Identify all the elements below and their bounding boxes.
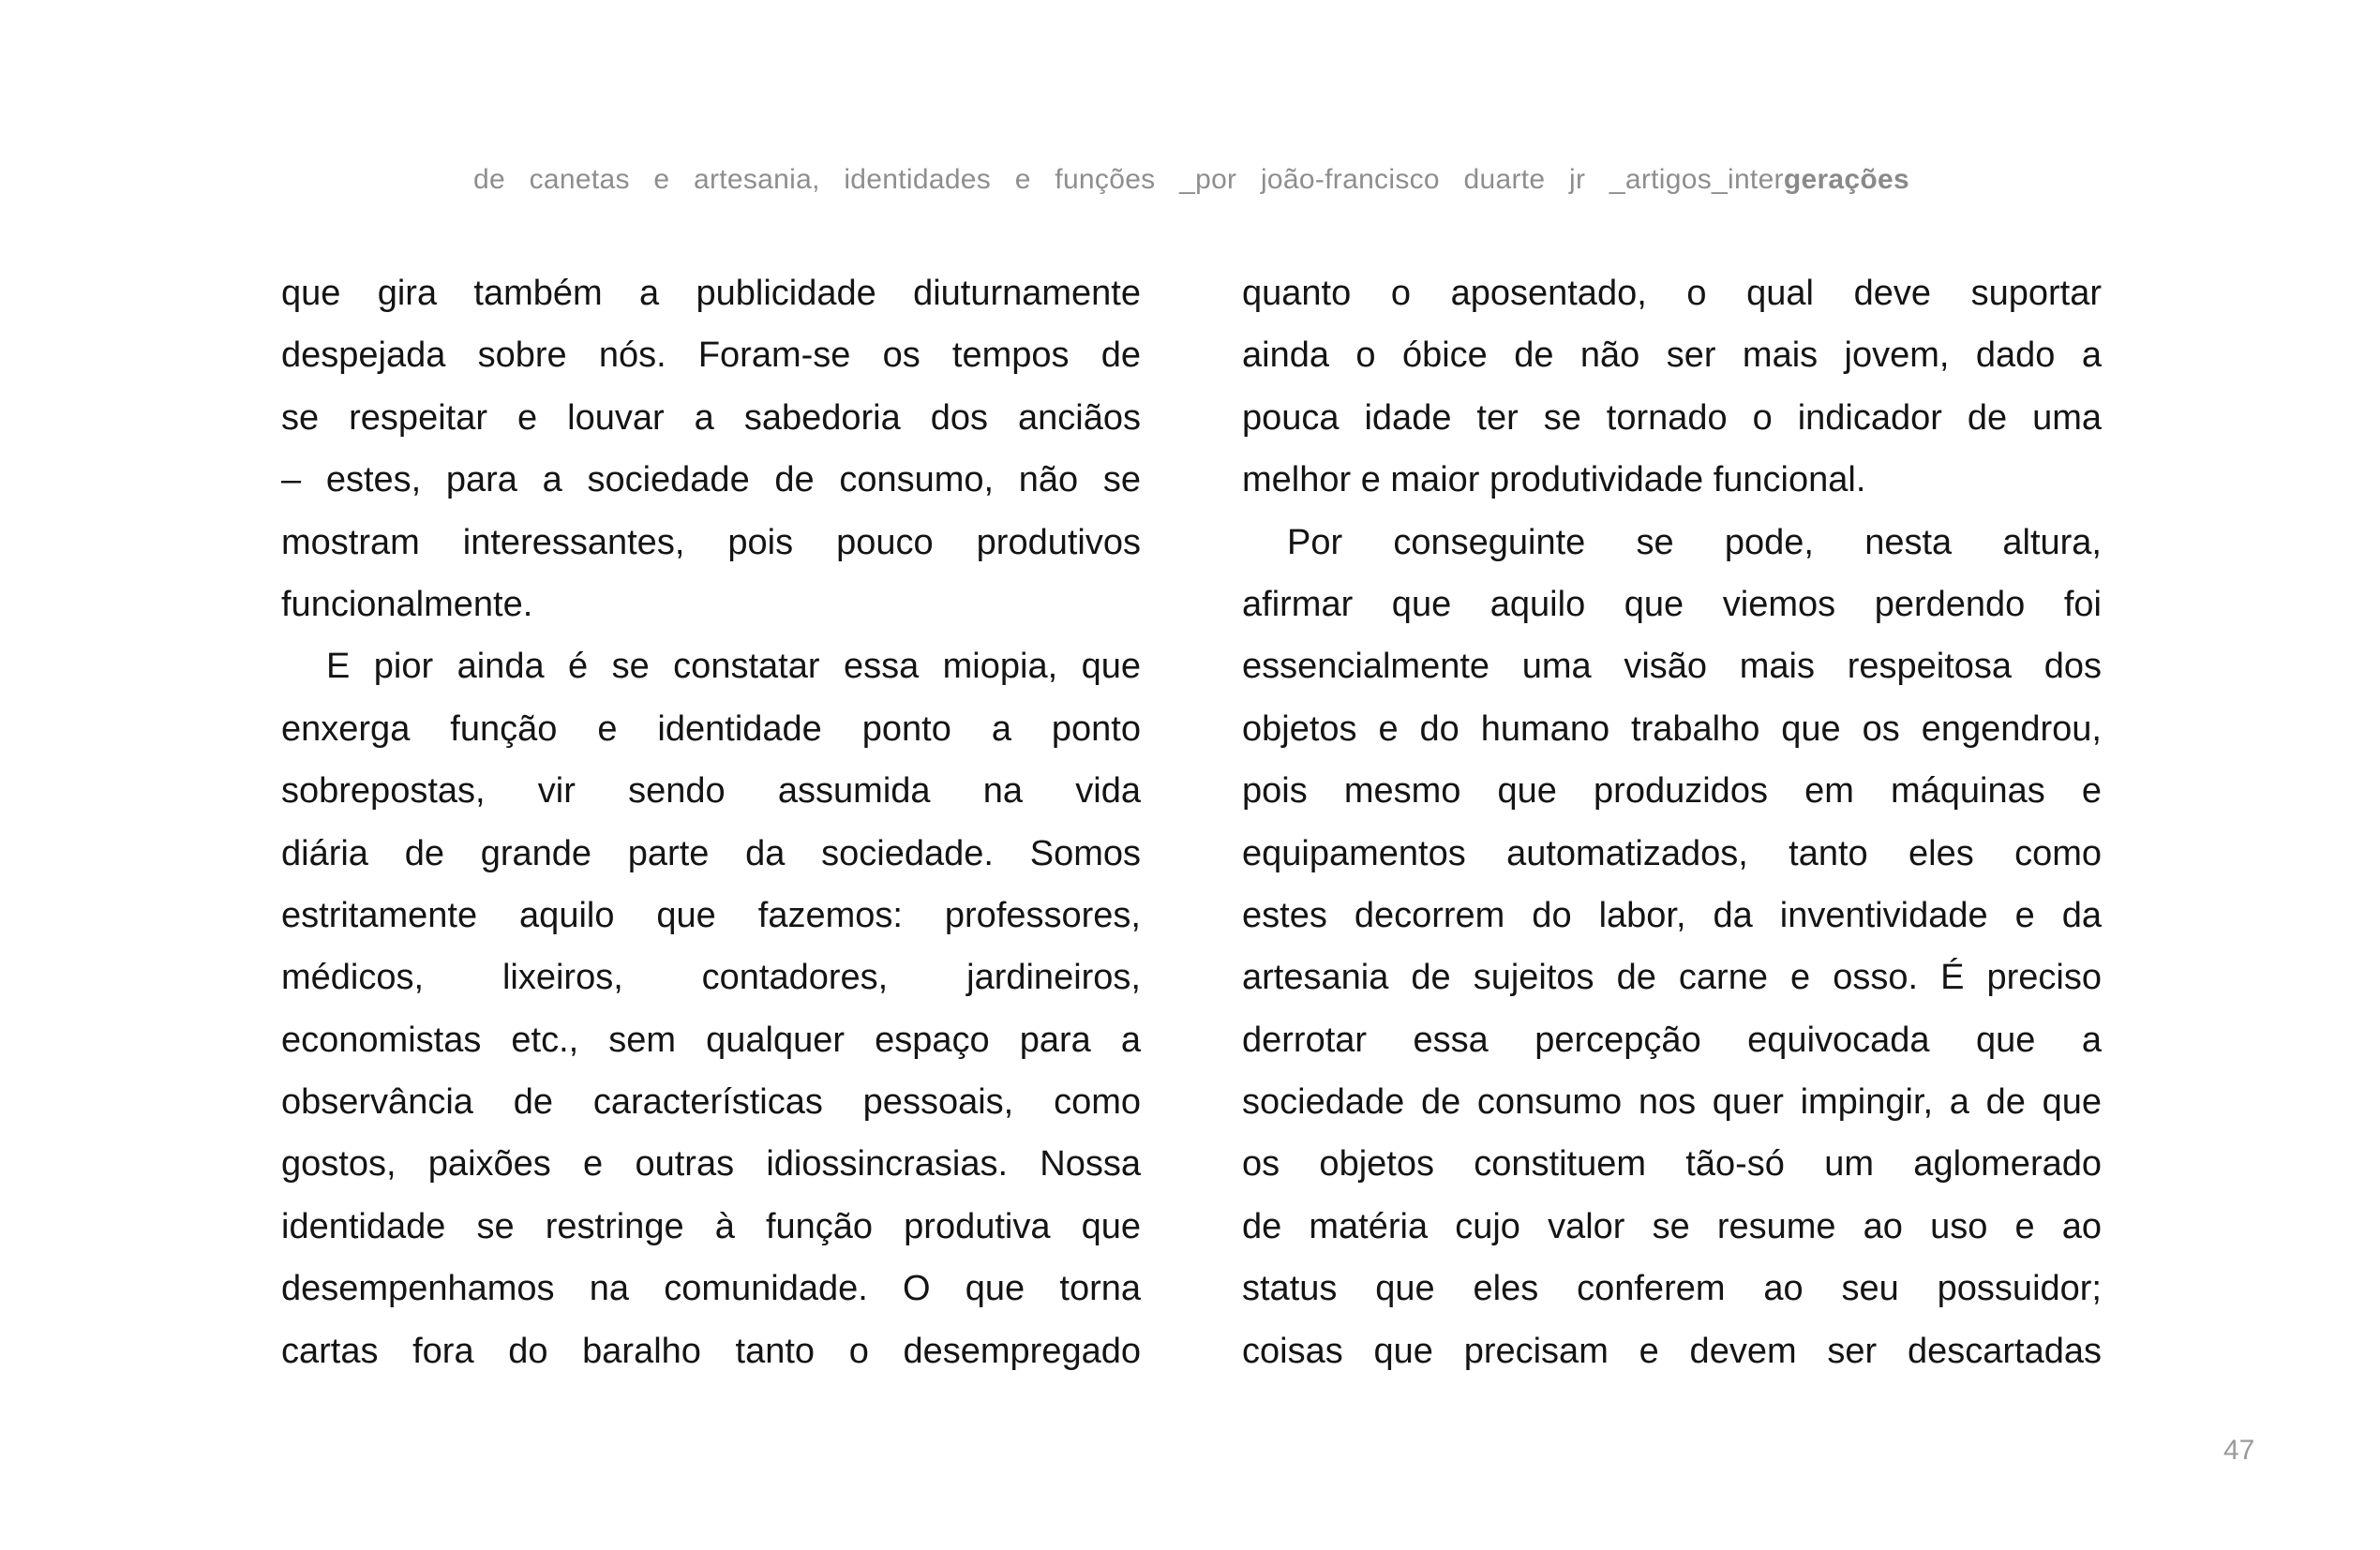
text-line: pois mesmo que produzidos em máquinas e bbox=[1242, 771, 2102, 812]
text-line: quanto o aposentado, o qual deve suportar bbox=[1242, 274, 2102, 313]
text-line: afirmar que aquilo que viemos perdendo foi bbox=[1242, 584, 2102, 624]
text-line: que gira também a publicidade diuturnamente bbox=[281, 274, 1141, 313]
text-line: sobrepostas, vir sendo assumida na vida bbox=[281, 771, 1141, 812]
text-line: derrotar essa percepção equivocada que a bbox=[1242, 1020, 2102, 1060]
running-header-title: de canetas e artesania, identidades e funções _por joão-francisco duarte jr _artigos_inter bbox=[473, 164, 1784, 195]
text-line: funcionalmente. bbox=[281, 584, 533, 624]
text-line: enxerga função e identidade ponto a ponto bbox=[281, 708, 1141, 749]
text-line: identidade se restringe à função produtiva que bbox=[281, 1206, 1141, 1246]
text-line: desempenhamos na comunidade. O que torna bbox=[281, 1269, 1141, 1309]
left-text-column bbox=[281, 262, 1141, 1382]
right-text-column bbox=[1242, 262, 2102, 1382]
text-line: diária de grande parte da sociedade. Somos bbox=[281, 833, 1141, 873]
text-line: se respeitar e louvar a sabedoria dos anciãos bbox=[281, 397, 1141, 438]
text-line: cartas fora do baralho tanto o desempregado bbox=[281, 1331, 1141, 1371]
text-line: essencialmente uma visão mais respeitosa dos bbox=[1242, 647, 2102, 687]
text-line: status que eles conferem ao seu possuidor; bbox=[1242, 1269, 2102, 1309]
text-line: observância de características pessoais, como bbox=[281, 1082, 1141, 1123]
text-line: gostos, paixões e outras idiossincrasias. Nossa bbox=[281, 1144, 1141, 1185]
text-line: economistas etc., sem qualquer espaço para a bbox=[281, 1020, 1141, 1060]
text-line: de matéria cujo valor se resume ao uso e ao bbox=[1242, 1206, 2102, 1246]
text-line: coisas que precisam e devem ser descartadas bbox=[1242, 1331, 2102, 1371]
text-line: estes decorrem do labor, da inventividade e da bbox=[1242, 895, 2102, 935]
page-number: 47 bbox=[2223, 1435, 2255, 1466]
text-line: estritamente aquilo que fazemos: professores, bbox=[281, 895, 1141, 935]
text-line: artesania de sujeitos de carne e osso. É preciso bbox=[1242, 958, 2102, 998]
text-line: pouca idade ter se tornado o indicador de uma bbox=[1242, 397, 2102, 438]
text-line: despejada sobre nós. Foram-se os tempos de bbox=[281, 335, 1141, 376]
text-line: mostram interessantes, pois pouco produtivos bbox=[281, 522, 1141, 562]
text-line: E pior ainda é se constatar essa miopia, que bbox=[326, 647, 1141, 687]
text-line: os objetos constituem tão-só um aglomerado bbox=[1242, 1144, 2102, 1185]
text-line: sociedade de consumo nos quer impingir, a de que bbox=[1242, 1082, 2102, 1123]
text-line: objetos e do humano trabalho que os engendrou, bbox=[1242, 708, 2102, 749]
running-header-section: gerações bbox=[1783, 164, 1909, 195]
text-line: médicos, lixeiros, contadores, jardineiros, bbox=[281, 958, 1141, 998]
text-line: equipamentos automatizados, tanto eles como bbox=[1242, 833, 2102, 873]
text-line: Por conseguinte se pode, nesta altura, bbox=[1287, 522, 2102, 562]
running-header bbox=[473, 161, 1909, 199]
text-line: ainda o óbice de não ser mais jovem, dado a bbox=[1242, 335, 2102, 376]
text-line: melhor e maior produtividade funcional. bbox=[1242, 460, 1866, 500]
text-line: – estes, para a sociedade de consumo, não se bbox=[281, 460, 1141, 500]
